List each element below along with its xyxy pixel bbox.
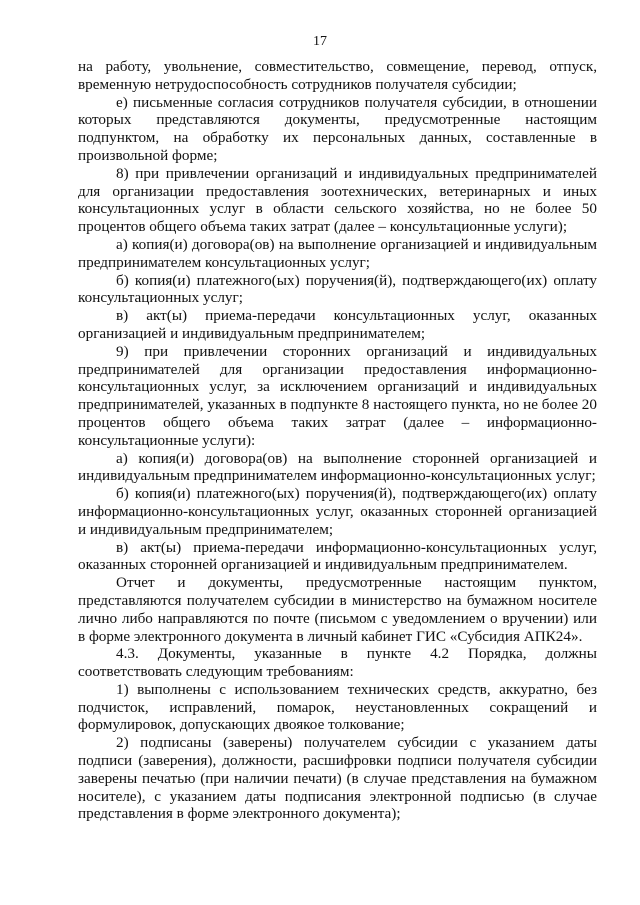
paragraph-item-9a-contract-copy: а) копия(и) договора(ов) на выполнение сторонней организацией и индивидуальным предпринимателем информационно-консультационных услуг;	[78, 449, 597, 485]
paragraph-item-9c-acceptance-act: в) акт(ы) приема-передачи информационно-консультационных услуг, оказанных сторонней организацией и индивидуальным предпринимателем.	[78, 538, 597, 574]
paragraph-requirement-2: 2) подписаны (заверены) получателем субсидии с указанием даты подписи (заверения), должности, расшифровки подписи получателя субсидии заверены печатью (при наличии печати) (в случае представления на бумажном носителе), с указанием даты подписания электронной подписью (в случае представления в форме электронного документа);	[78, 734, 597, 823]
paragraph-item-9-info-consulting: 9) при привлечении сторонних организаций и индивидуальных предпринимателей для организации предоставления информационно-консультационных услуг, за исключением организаций и индивидуальных предпринимателей, указанных в подпункте 8 настоящего пункта, но не более 20 процентов общего объема таких затрат (далее – информационно-консультационные услуги):	[78, 342, 597, 449]
page-number: 17	[313, 34, 327, 49]
paragraph-requirement-1: 1) выполнены с использованием технических средств, аккуратно, без подчисток, исправлений, помарок, неустановленных сокращений и формулировок, допускающих двоякое толкование;	[78, 680, 597, 734]
paragraph-section-4-3: 4.3. Документы, указанные в пункте 4.2 Порядка, должны соответствовать следующим требованиям:	[78, 645, 597, 681]
paragraph-continuation: на работу, увольнение, совместительство, совмещение, перевод, отпуск, временную нетрудоспособность сотрудников получателя субсидии;	[78, 58, 597, 93]
paragraph-report-submission: Отчет и документы, предусмотренные настоящим пунктом, представляются получателем субсидии в министерство на бумажном носителе лично либо направляются по почте (письмом с уведомлением о вручении) или в форме электронного документа в личный кабинет ГИС «Субсидия АПК24».	[78, 574, 597, 645]
paragraph-item-8a-contract-copy: а) копия(и) договора(ов) на выполнение организацией и индивидуальным предпринимателем консультационных услуг;	[78, 235, 597, 271]
document-body	[78, 58, 597, 823]
paragraph-item-9b-payment-copy: б) копия(и) платежного(ых) поручения(й), подтверждающего(их) оплату информационно-консультационных услуг, оказанных сторонней организацией и индивидуальным предпринимателем;	[78, 485, 597, 538]
paragraph-item-8-consulting: 8) при привлечении организаций и индивидуальных предпринимателей для организации предоставления зоотехнических, ветеринарных и иных консультационных услуг в области сельского хозяйства, но не более 50 процентов общего объема таких затрат (далее – консультационные услуги);	[78, 164, 597, 236]
paragraph-item-8b-payment-copy: б) копия(и) платежного(ых) поручения(й), подтверждающего(их) оплату консультационных услуг;	[78, 271, 597, 307]
paragraph-item-8c-acceptance-act: в) акт(ы) приема-передачи консультационных услуг, оказанных организацией и индивидуальным предпринимателем;	[78, 307, 597, 342]
paragraph-item-e-consents: е) письменные согласия сотрудников получателя субсидии, в отношении которых представляются документы, предусмотренные настоящим подпунктом, на обработку их персональных данных, составленные в произвольной форме;	[78, 93, 597, 164]
